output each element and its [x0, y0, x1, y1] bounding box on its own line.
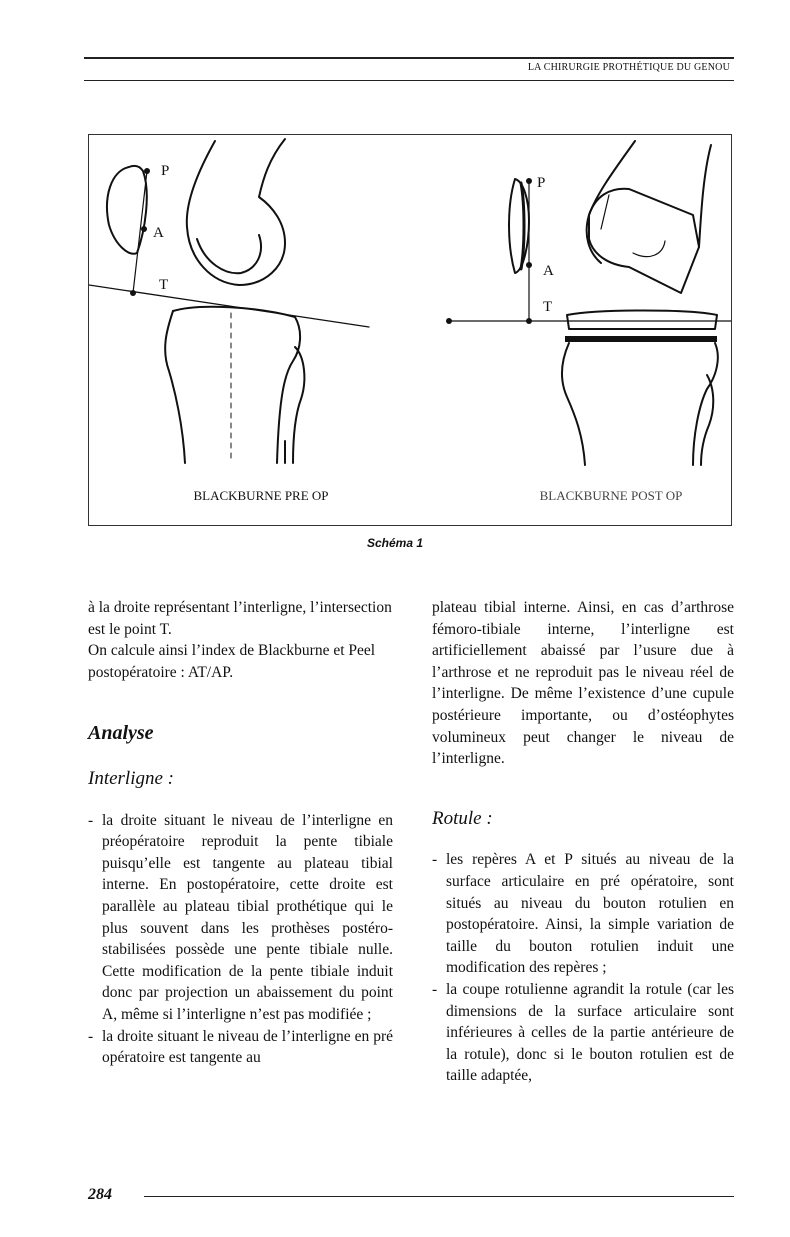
- postop-tibial-tray: [565, 336, 717, 342]
- postop-insert: [567, 311, 717, 330]
- postop-femur-inner-line: [601, 195, 665, 257]
- left-intro-paragraph: à la droite représentant l’interligne, l’intersection est le point T.: [88, 599, 392, 638]
- preop-tibia-plateau: [173, 307, 295, 317]
- figure-blackburne: [88, 134, 732, 526]
- preop-femur-inner-condyle: [197, 235, 261, 273]
- preop-point-a-marker: [141, 226, 147, 232]
- preop-at-segment: [133, 171, 147, 293]
- list-item: - les repères A et P situés au niveau de la surface articulaire en pré opératoire, sont situés au niveau du bouton rotulien en postopératoire. Ainsi, la simple variation de taille du bouton rotulien induit une modification des repères ;: [432, 849, 734, 979]
- postop-patella-button: [521, 183, 524, 269]
- header-rule-top: [84, 57, 734, 59]
- postop-label-t: T: [543, 299, 553, 315]
- postop-tibia-shape: [562, 343, 585, 465]
- knee-diagram: [89, 135, 731, 525]
- preop-point-p-marker: [144, 168, 150, 174]
- figure-caption-postop: BLACKBURNE POST OP: [539, 488, 683, 503]
- figure-schema-label: Schéma 1: [366, 536, 424, 550]
- preop-point-t-marker: [130, 290, 136, 296]
- right-text-column: [432, 597, 734, 1087]
- section-heading-interligne: Interligne :: [88, 767, 175, 789]
- rotule-bullet-list: [432, 849, 734, 1087]
- right-continuation-paragraph: plateau tibial interne. Ainsi, en cas d’arthrose fémoro-tibiale interne, l’interligne est artificiellement abaissé par l’usure due à l’arthrose et ne reproduit pas le niveau réel de l’interligne. De même l’existence d’une cupule postérieure importante, ou d’ostéophytes volumineux peut changer le niveau de l’interligne.: [432, 599, 734, 768]
- figure-caption-preop: BLACKBURNE PRE OP: [193, 488, 329, 503]
- postop-label-p: P: [537, 175, 546, 191]
- preop-label-t: T: [159, 277, 169, 293]
- footer-rule: [144, 1196, 734, 1197]
- postop-point-t-marker: [526, 318, 532, 324]
- list-item: - la droite situant le niveau de l’interligne en préopératoire reproduit la pente tibiale puisqu’elle est tangente au plateau tibial interne. En postopératoire, cette droite est parallèle au plateau tibial prothétique qui le plus souvent dans les prothèses postéro-stabilisées possède une pente tibiale nulle. Cette modification de la pente tibiale induit donc par projection un abaissement du point A, même si l’interligne n’est pas modifiée ;: [88, 810, 393, 1026]
- running-header-title: LA CHIRURGIE PROTHÉTIQUE DU GENOU: [527, 62, 730, 73]
- preop-tibia-lateral: [277, 317, 300, 463]
- postop-point-a-marker: [526, 262, 532, 268]
- preop-patella-shape: [107, 166, 147, 254]
- list-item: - la coupe rotulienne agrandit la rotule (car les dimensions de la surface articulaire sont inférieures à celles de la partie antérieure de la rotule), donc si le bouton rotulien est de taille adaptée,: [432, 979, 734, 1087]
- postop-femur-shape: [587, 141, 635, 263]
- postop-point-p-marker: [526, 178, 532, 184]
- preop-knee-drawing: [107, 139, 304, 463]
- preop-fibula: [293, 347, 304, 463]
- section-heading-rotule: Rotule :: [432, 807, 493, 829]
- preop-femur-shape: [187, 139, 285, 285]
- postop-patella-shape: [509, 179, 529, 273]
- postop-femur-posterior: [699, 145, 711, 247]
- page-number: 284: [88, 1186, 112, 1203]
- header-rule-bottom: [84, 80, 734, 81]
- postop-label-a: A: [543, 263, 554, 279]
- section-heading-analyse: Analyse: [88, 722, 154, 745]
- preop-tibia-shape: [165, 311, 185, 463]
- postop-femur-implant: [589, 189, 699, 293]
- list-item: - la droite situant le niveau de l’interligne en pré opératoire est tangente au: [88, 1026, 393, 1069]
- left-intro-paragraph-2: On calcule ainsi l’index de Blackburne et Peel postopératoire : AT/AP.: [88, 642, 376, 681]
- interligne-bullet-list: [88, 810, 393, 1069]
- preop-label-a: A: [153, 225, 164, 241]
- preop-label-p: P: [161, 163, 170, 179]
- left-text-column: [88, 597, 393, 1069]
- postop-left-end-marker: [446, 318, 452, 324]
